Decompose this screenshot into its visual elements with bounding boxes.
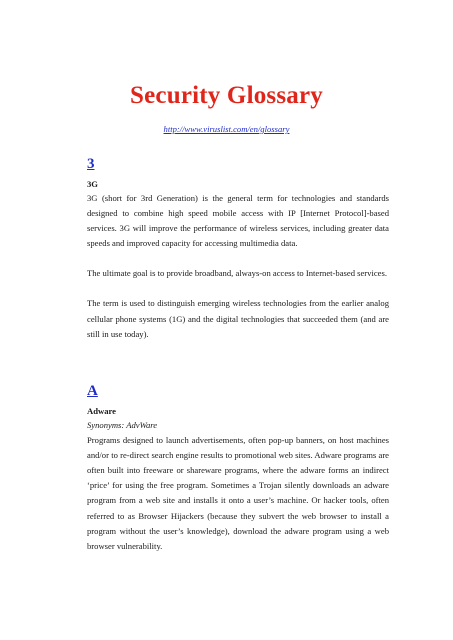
- term-heading: Adware: [87, 406, 116, 416]
- glossary-section-a: [87, 382, 389, 554]
- source-url-link[interactable]: http://www.viruslist.com/en/glossary: [163, 124, 290, 134]
- definition-paragraph: Programs designed to launch advertisements, often pop-up banners, on host machines and/or to re-direct search engine results to promotional web sites. Adware programs are often built into freeware or shareware programs, where the adware forms an indirect ‘price’ for using the free program. Sometimes a Trojan silently downloads an adware program from a web site and installs it onto a user’s machine. Or hacker tools, often referred to as Browser Hijackers (because they subvert the web browser to install a program without the user’s knowledge), download the adware program using a web browser vulnerability.: [87, 435, 389, 551]
- term-heading: 3G: [87, 179, 98, 189]
- document-title: Security Glossary: [130, 82, 323, 109]
- definition-paragraph: The term is used to distinguish emerging wireless technologies from the earlier analog cellular phone systems (1G) and the digital technologies that succeeded them (and are still in use today).: [87, 298, 389, 339]
- definition-paragraph: 3G (short for 3rd Generation) is the general term for technologies and standards designed to combine high speed mobile access with IP [Internet Protocol]-based services. 3G will improve the performance of wireless services, including greater data speeds and improved capacity for accessing multimedia data.: [87, 193, 389, 249]
- section-letter-link[interactable]: A: [87, 383, 98, 399]
- definition-paragraph: The ultimate goal is to provide broadband, always-on access to Internet-based services.: [87, 268, 387, 279]
- section-letter-link[interactable]: 3: [87, 156, 95, 172]
- glossary-section-3: [87, 155, 389, 342]
- synonyms-line: Synonyms: AdvWare: [87, 420, 158, 430]
